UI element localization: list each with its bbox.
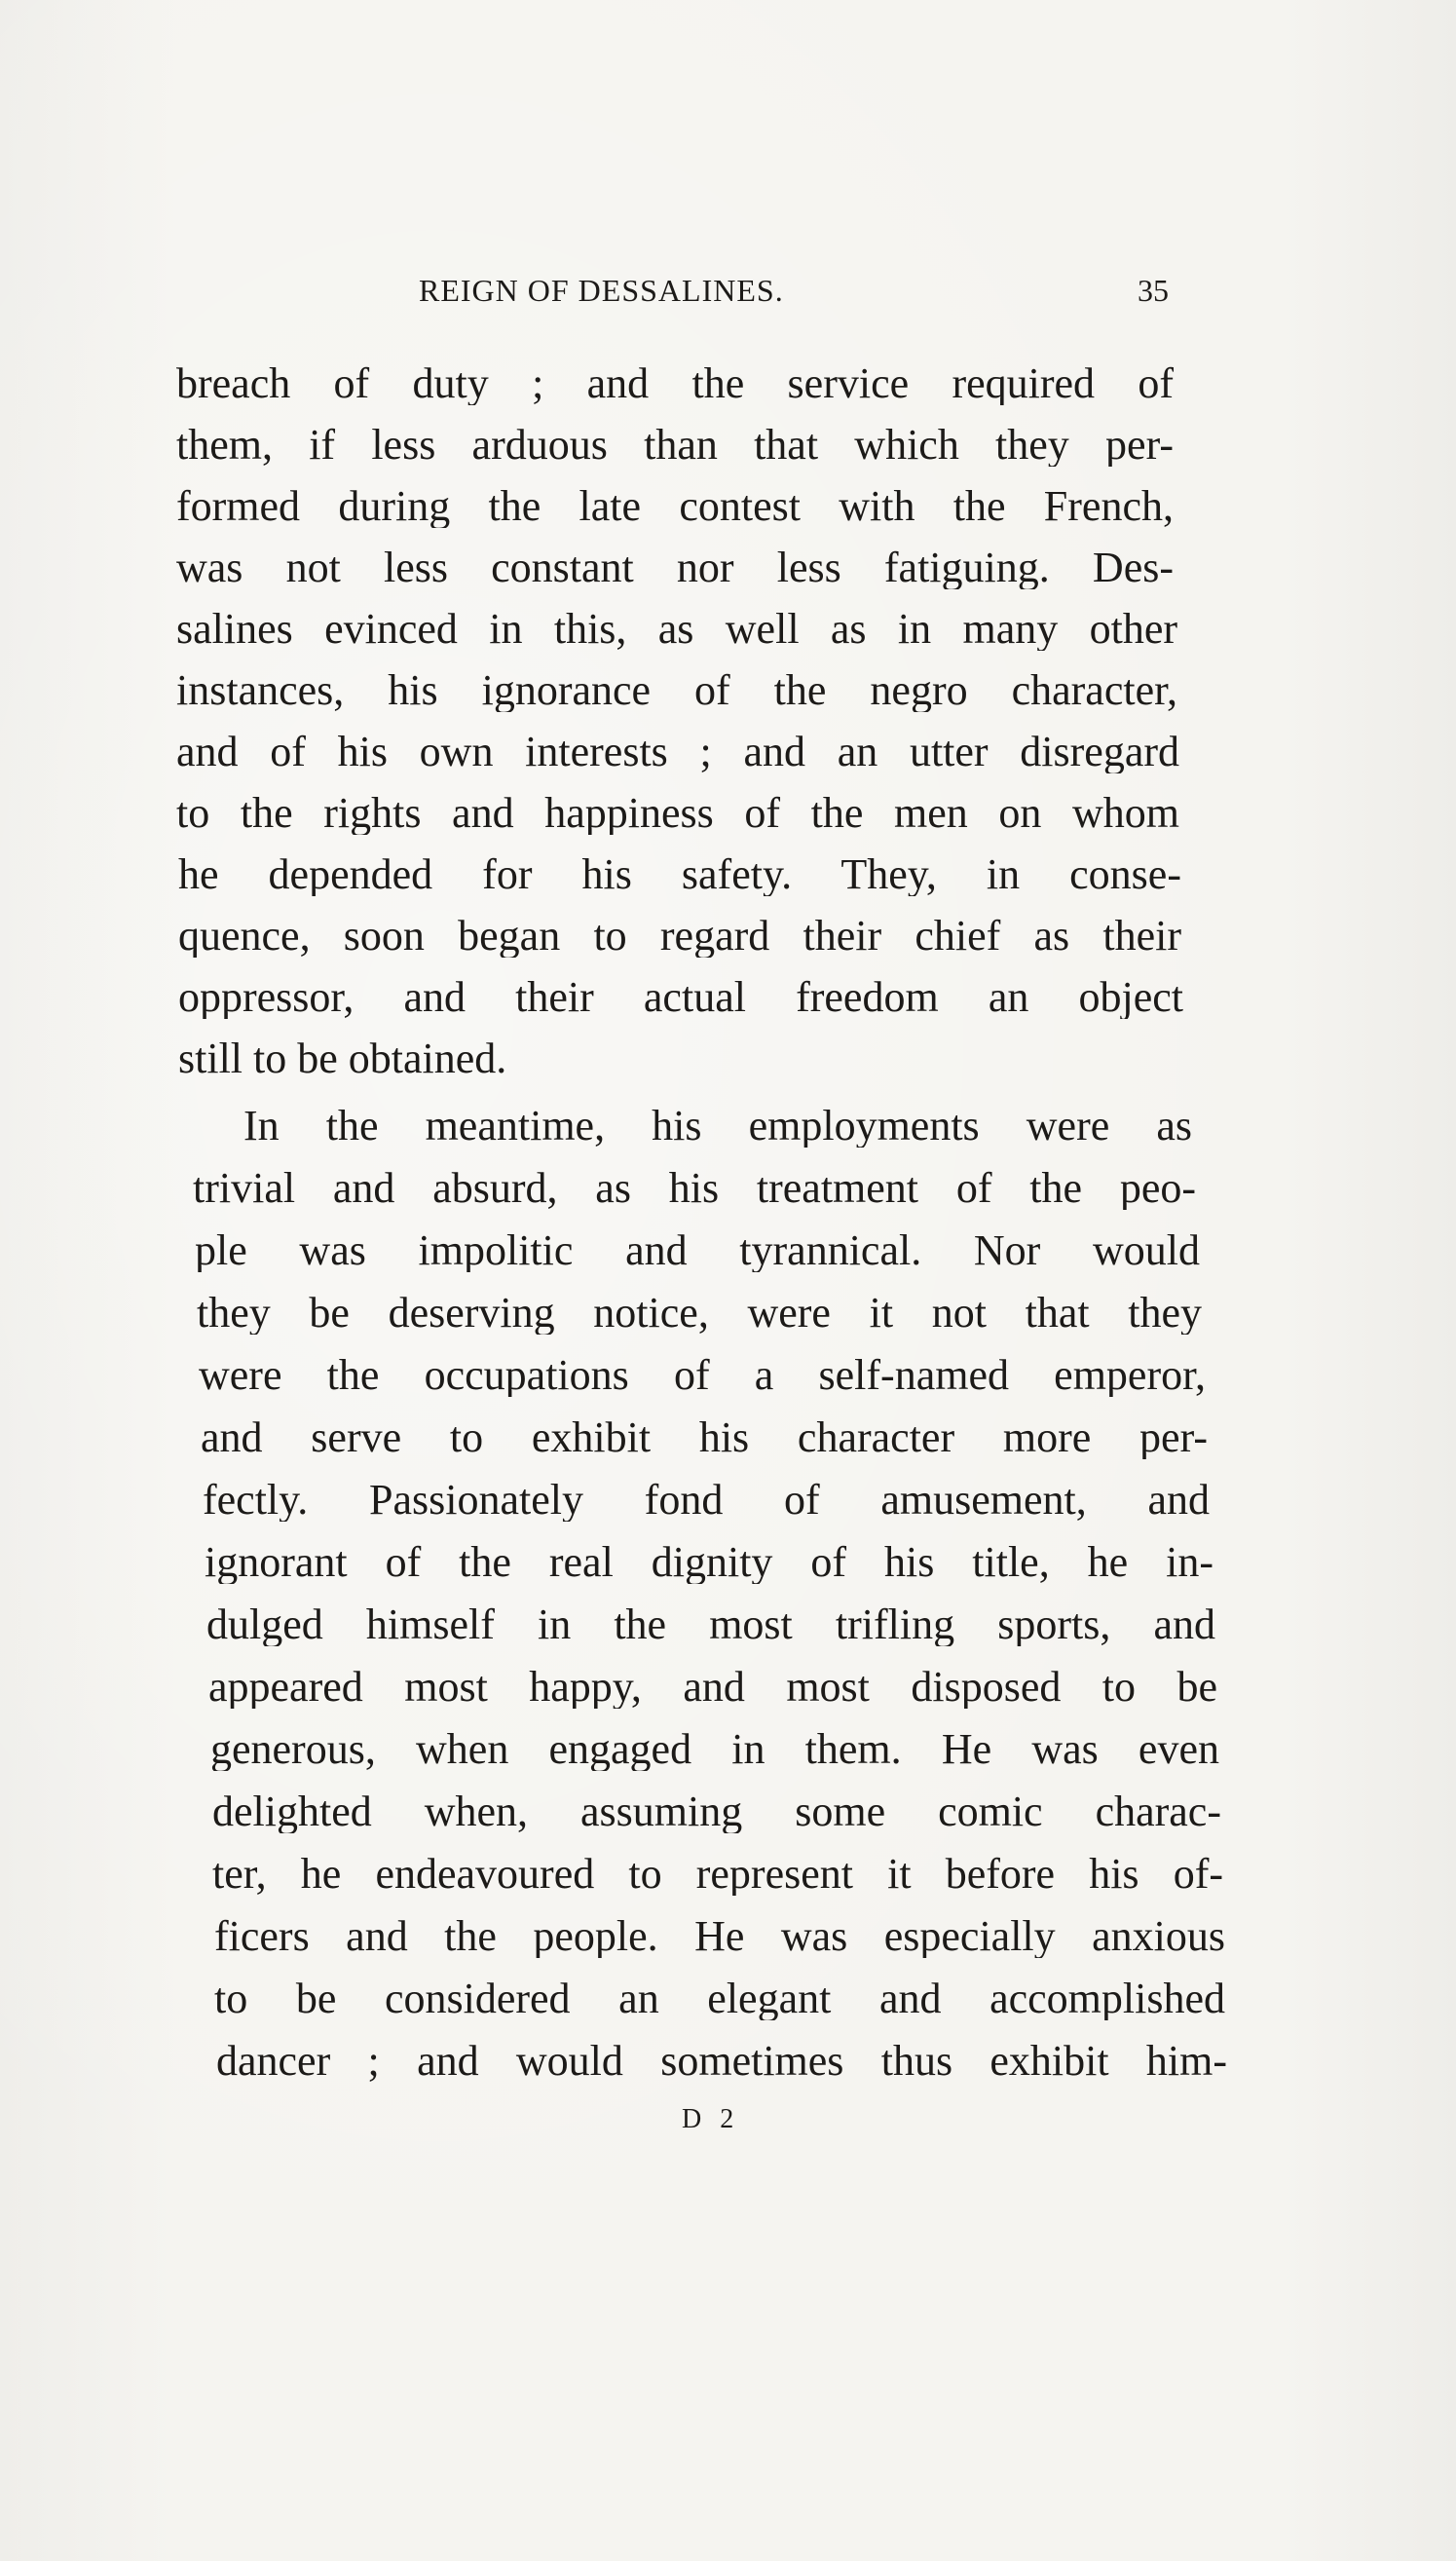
body-line: appeared most happy, and most disposed to be <box>208 1666 1217 1709</box>
running-title: REIGN OF DESSALINES. <box>419 273 784 308</box>
body-line: trivial and absurd, as his treatment of the peo- <box>193 1167 1196 1210</box>
body-line: instances, his ignorance of the negro character, <box>176 669 1177 712</box>
body-line: ficers and the people. He was especially anxious <box>214 1915 1225 1958</box>
page-number: 35 <box>1138 273 1169 308</box>
body-line: delighted when, assuming some comic charac- <box>212 1790 1221 1833</box>
body-line: oppressor, and their actual freedom an object <box>178 976 1183 1019</box>
body-line: dancer ; and would sometimes thus exhibit him- <box>216 2040 1227 2083</box>
body-line: ple was impolitic and tyrannical. Nor would <box>195 1229 1200 1272</box>
body-line: and serve to exhibit his character more per- <box>201 1416 1208 1459</box>
body-line: he depended for his safety. They, in conse- <box>178 853 1181 896</box>
body-line: fectly. Passionately fond of amusement, and <box>203 1479 1210 1522</box>
body-line: to be considered an elegant and accomplished <box>214 1977 1225 2020</box>
body-line: generous, when engaged in them. He was even <box>210 1728 1219 1771</box>
body-line: were the occupations of a self-named emperor, <box>199 1354 1206 1397</box>
body-line: formed during the late contest with the French, <box>176 485 1174 528</box>
body-line: breach of duty ; and the service required of <box>176 362 1174 405</box>
body-line: dulged himself in the most trifling sports, and <box>206 1603 1215 1646</box>
signature-mark: D 2 <box>682 2104 740 2134</box>
body-line: ignorant of the real dignity of his title, he in- <box>205 1541 1213 1584</box>
body-line: In the meantime, his employments were as <box>243 1105 1192 1148</box>
body-line: they be deserving notice, were it not that they <box>197 1292 1202 1335</box>
body-line: to the rights and happiness of the men on whom <box>176 792 1179 835</box>
body-line: salines evinced in this, as well as in many other <box>176 608 1177 651</box>
page-header <box>419 273 1169 321</box>
body-line: ter, he endeavoured to represent it before his of- <box>212 1853 1223 1896</box>
body-line: still to be obtained. <box>178 1037 507 1080</box>
body-line: was not less constant nor less fatiguing. Des- <box>176 546 1174 589</box>
body-line: quence, soon began to regard their chief as their <box>178 915 1181 958</box>
body-line: them, if less arduous than that which they per- <box>176 424 1174 467</box>
body-line: and of his own interests ; and an utter disregard <box>176 731 1179 773</box>
